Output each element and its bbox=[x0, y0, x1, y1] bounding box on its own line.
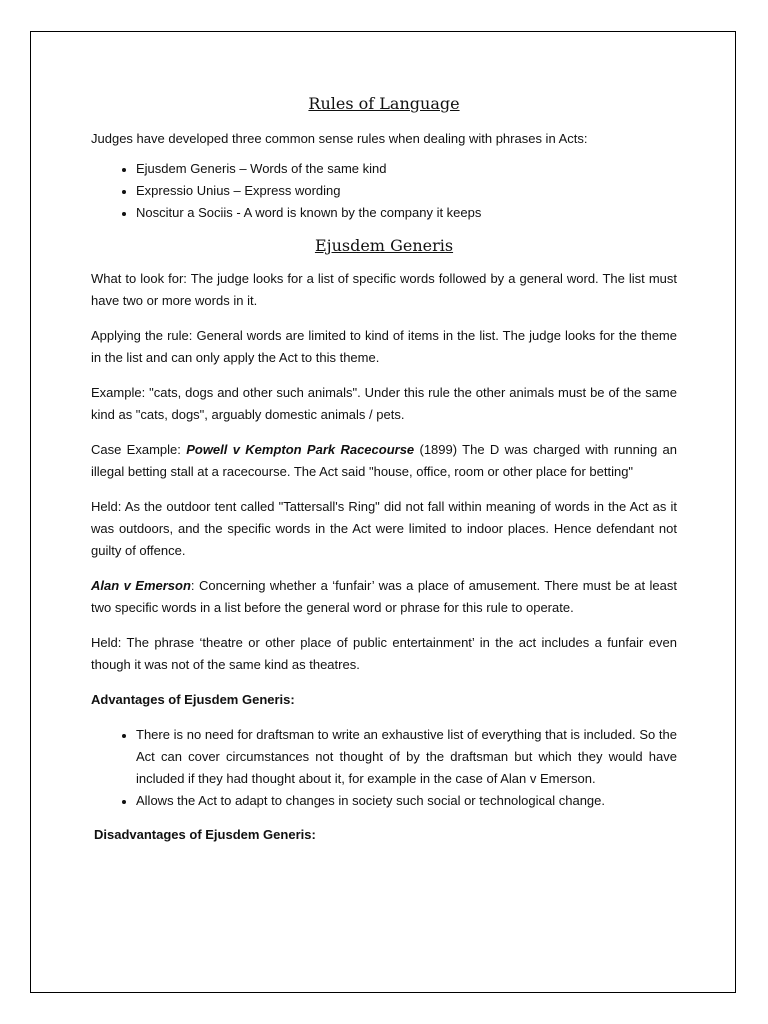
page-title: Rules of Language bbox=[308, 94, 460, 113]
rule-item: • Ejusdem Generis – Words of the same kind bbox=[136, 158, 677, 180]
section-title: Ejusdem Generis bbox=[314, 236, 454, 255]
what-to-look-for-paragraph: What to look for: The judge looks for a list of specific words followed by a general word. The list must have two or more words in it. bbox=[91, 271, 677, 308]
held-paragraph: Held: As the outdoor tent called "Tattersall's Ring" did not fall within meaning of words in the Act as it was outdoors, and the specific words in the Act were limited to indoor places. Hence defendant not guilty of offence. bbox=[91, 499, 677, 558]
advantages-heading: Advantages of Ejusdem Generis: bbox=[91, 692, 295, 707]
applying-rule-paragraph: Applying the rule: General words are limited to kind of items in the list. The judge looks for the theme in the list and can only apply the Act to this theme. bbox=[91, 328, 677, 365]
document-content bbox=[91, 92, 677, 846]
rule-item: • Noscitur a Sociis - A word is known by the company it keeps bbox=[136, 202, 677, 224]
disadvantages-heading: Disadvantages of Ejusdem Generis: bbox=[94, 827, 316, 842]
held-paragraph-2: Held: The phrase ‘theatre or other place of public entertainment’ in the act includes a funfair even though it was not of the same kind as theatres. bbox=[91, 635, 677, 672]
alan-emerson-paragraph bbox=[91, 575, 677, 619]
case-example-paragraph bbox=[91, 439, 677, 483]
case-example-prefix: Case Example: bbox=[91, 442, 187, 457]
rules-list bbox=[91, 158, 677, 224]
advantage-item: • Allows the Act to adapt to changes in society such social or technological change. bbox=[136, 790, 677, 812]
document-page bbox=[30, 31, 736, 993]
rule-item: • Expressio Unius – Express wording bbox=[136, 180, 677, 202]
advantage-item: • There is no need for draftsman to write an exhaustive list of everything that is included. So the Act can cover circumstances not thought of by the draftsman but which they would have included if they had thought about it, for example in the case of Alan v Emerson. bbox=[136, 724, 677, 790]
case-name-alan: Alan v Emerson bbox=[91, 578, 191, 593]
case-name-powell: Powell v Kempton Park Racecourse bbox=[186, 442, 415, 457]
advantages-list bbox=[91, 724, 677, 812]
case-example-text: (1899) The D was charged with running an illegal betting stall at a racecourse. The Act said "house, office, room or other place for betting" bbox=[91, 442, 677, 479]
intro-paragraph: Judges have developed three common sense rules when dealing with phrases in Acts: bbox=[91, 131, 588, 146]
example-paragraph: Example: "cats, dogs and other such animals". Under this rule the other animals must be of the same kind as "cats, dogs", arguably domestic animals / pets. bbox=[91, 385, 677, 422]
alan-emerson-text: : Concerning whether a ‘funfair’ was a place of amusement. There must be at least two specific words in a list before the general word or phrase for this rule to operate. bbox=[91, 578, 677, 615]
